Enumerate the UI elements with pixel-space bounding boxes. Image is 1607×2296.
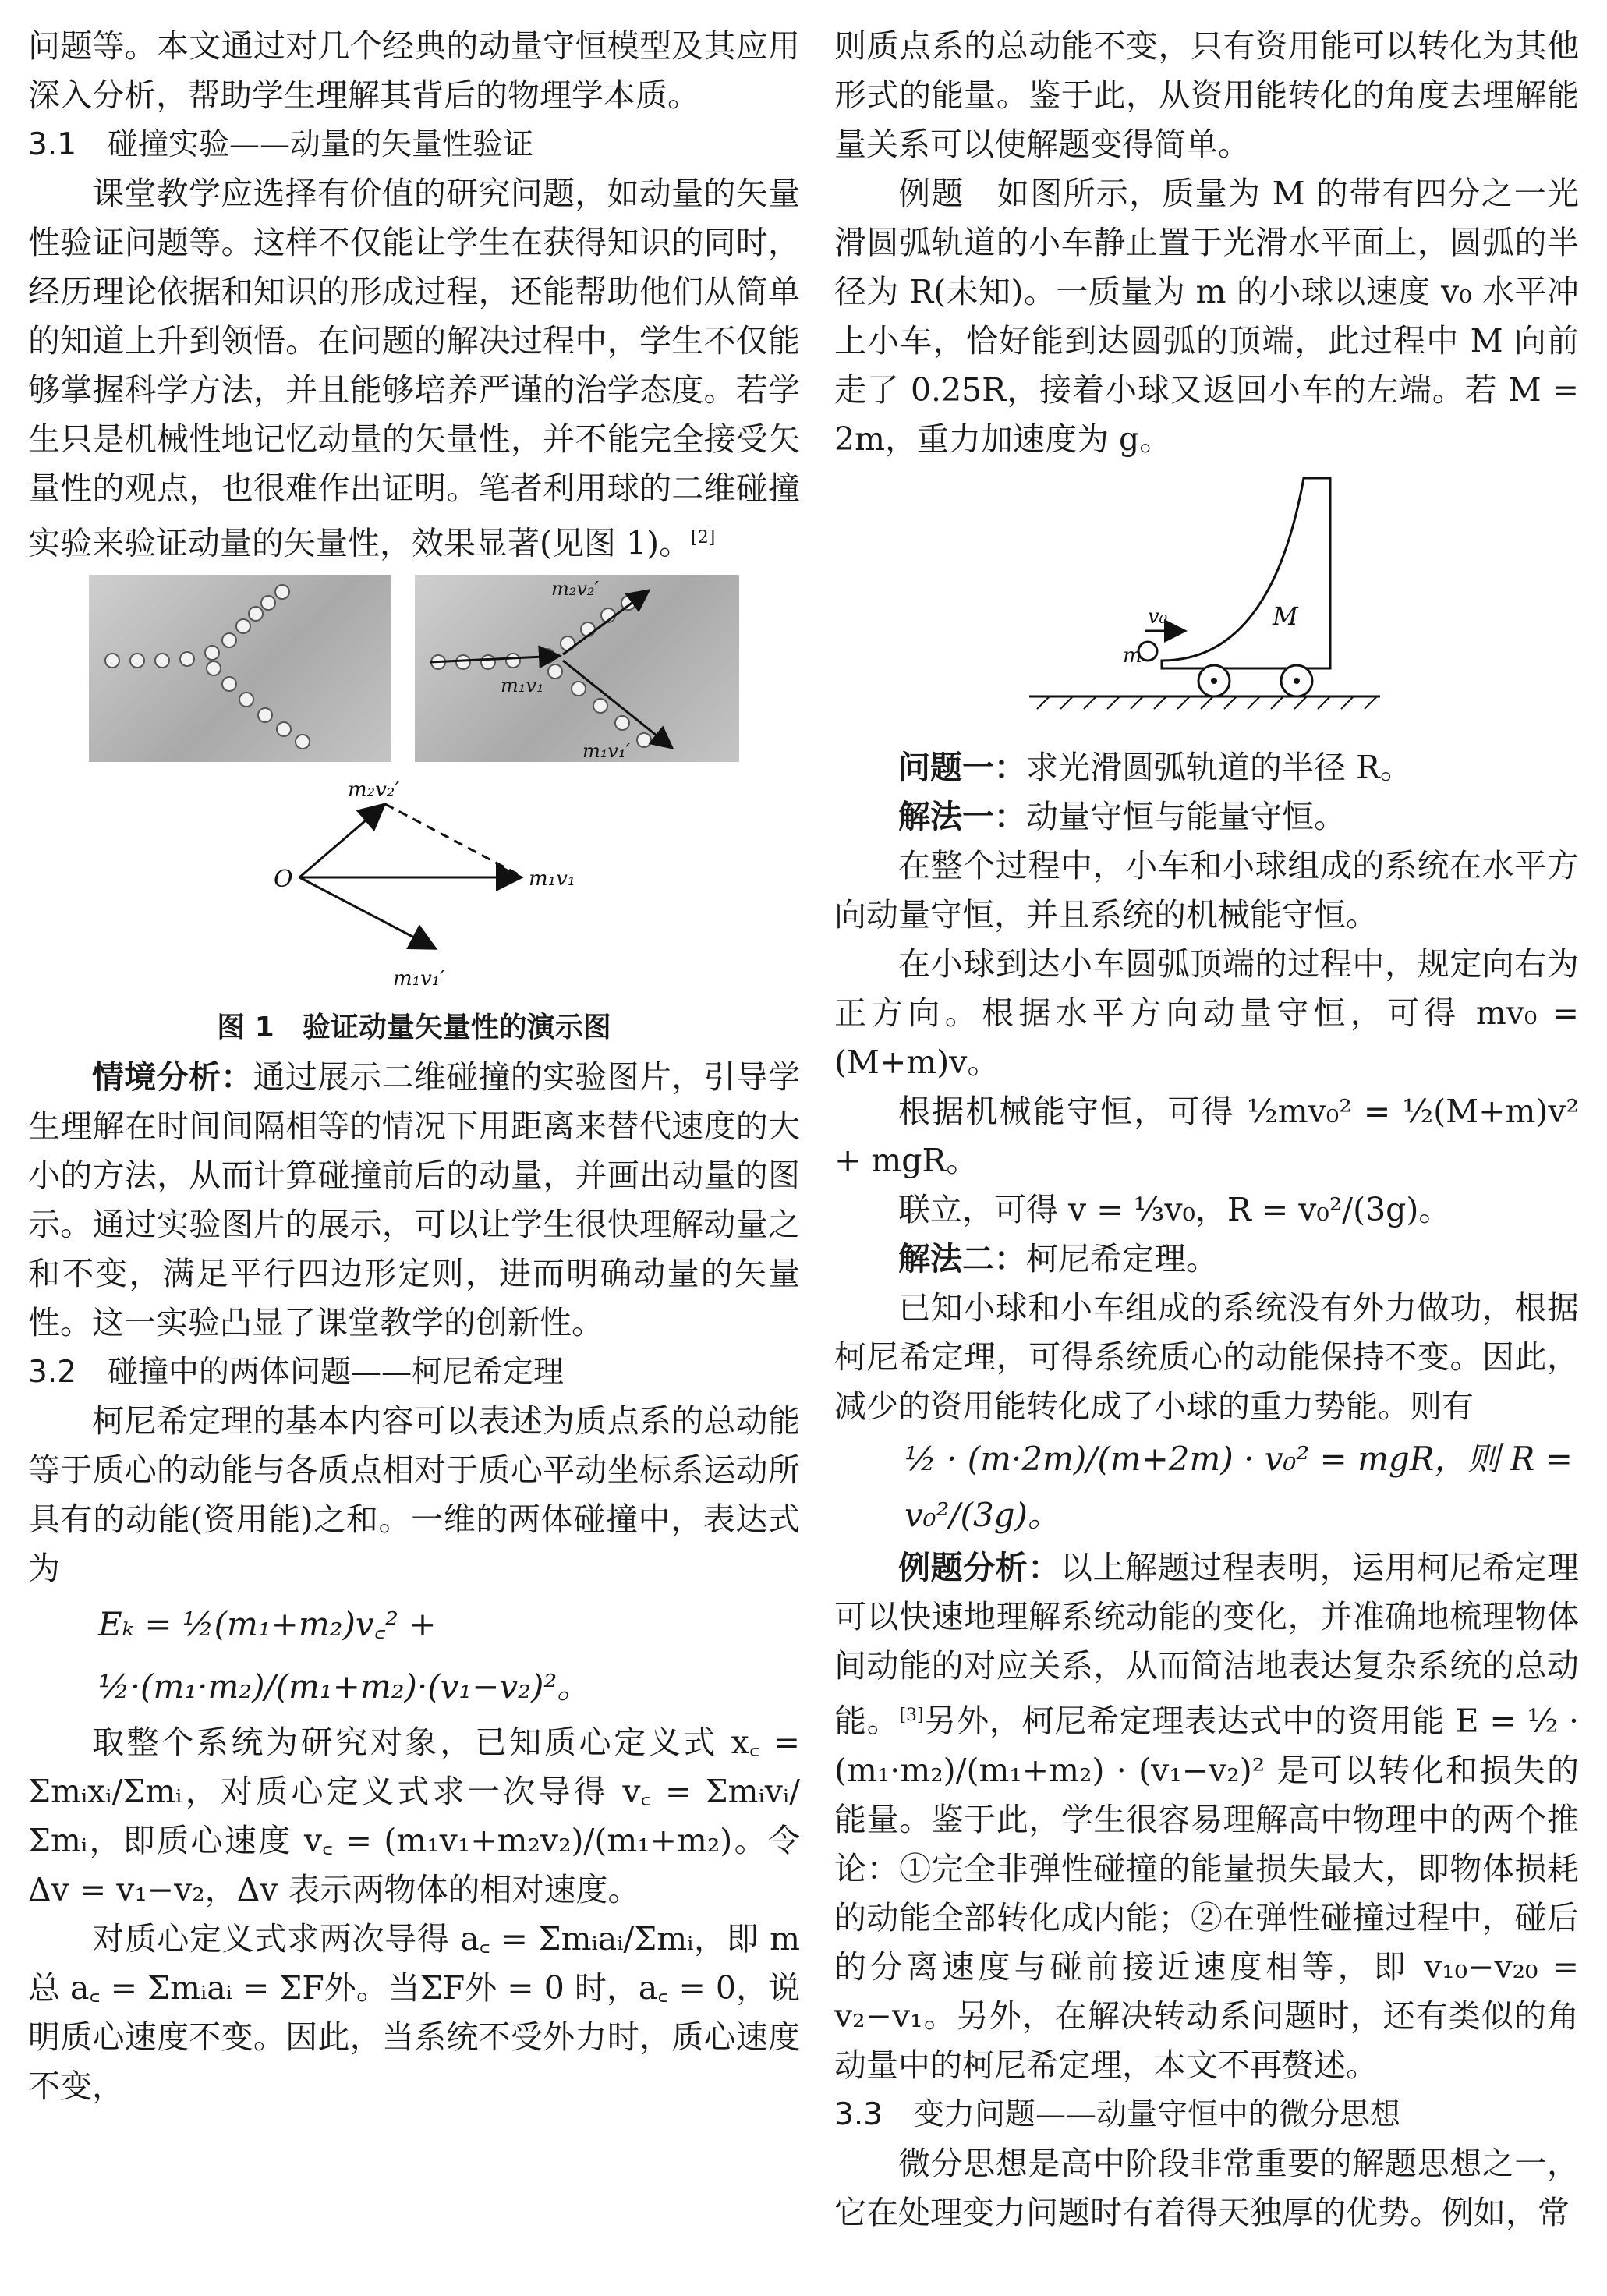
section-heading-3-1: 3.1 碰撞实验——动量的矢量性验证 (28, 127, 534, 162)
paragraph: 问题等。本文通过对几个经典的动量守恒模型及其应用深入分析，帮助学生理解其背后的物理学本质。 (28, 27, 800, 114)
figure-1 (28, 575, 800, 1008)
label-m1v1: m₁v₁ (501, 674, 544, 696)
label-m1v1-prime: m₁v₁′ (582, 739, 631, 762)
question-1: 问题一：求光滑圆弧轨道的半径 R。 (898, 749, 1412, 786)
paragraph: 课堂教学应选择有价值的研究问题，如动量的矢量性验证问题等。这样不仅能让学生在获得知识的同时，经历理论依据和知识的形成过程，还能帮助他们从简单的知道上升到领悟。在问题的解决过程中，学生不仅能够掌握科学方法，并且能够培养严谨的治学态度。若学生只是机械性地记忆动量的矢量性，并不能完全接受矢量性的观点，也很难作出证明。笔者利用球的二维碰撞实验来验证动量的矢量性，效果显著(见图 1)。[2] (28, 175, 800, 562)
label-m1v1: m₁v₁ (529, 866, 576, 891)
label-v0: v₀ (1148, 605, 1168, 629)
citation: [2] (691, 528, 716, 547)
momentum-vector-diagram (231, 776, 605, 1002)
cart-figure (834, 470, 1579, 735)
paragraph: 例题分析：以上解题过程表明，运用柯尼希定理可以快速地理解系统动能的变化，并准确地梳理物体间动能的对应关系，从而简洁地表达复杂系统的总动能。[3]另外，柯尼希定理表达式中的资用能 E = ½ · (m₁·m₂)/(m₁+m₂) · (v₁−v₂)² 是可以转化和损失的能量。鉴于此，学生很容易理解高中物理中的两个推论：①完全非弹性碰撞的能量损失最大，即物体损耗的动能全部转化成内能；②在弹性碰撞过程中，碰后的分离速度与碰前接近速度相等，即 v₁₀−v₂₀ = v₂−v₁。另外，在解决转动系问题时，还有类似的角动量中的柯尼希定理，本文不再赘述。 (834, 1549, 1580, 2084)
equation-koenig: ½ · (m·2m)/(m+2m) · v₀² = mgR，则 R = v₀²/(3g)。 (904, 1440, 1573, 1534)
solution-1-heading: 解法一：动量守恒与能量守恒。 (898, 798, 1346, 835)
collision-photo-left (89, 575, 391, 762)
section-heading-3-2: 3.2 碰撞中的两体问题——柯尼希定理 (28, 1354, 565, 1390)
label-M: M (1273, 601, 1298, 631)
citation: [3] (899, 1706, 924, 1725)
paragraph: 微分思想是高中阶段非常重要的解题思想之一，它在处理变力问题时有着得天独厚的优势。例如，常 (834, 2144, 1579, 2231)
section-heading-3-3: 3.3 变力问题——动量守恒中的微分思想 (834, 2096, 1401, 2132)
paragraph: 根据机械能守恒，可得 ½mv₀² = ½(M+m)v² + mgR。 (834, 1093, 1579, 1179)
collision-photo-right (415, 575, 739, 762)
paragraph: 对质心定义式求两次导得 a꜀ = Σmᵢaᵢ/Σmᵢ，即 m总 a꜀ = Σmᵢaᵢ = ΣF外。当ΣF外 = 0 时，a꜀ = 0，说明质心速度不变。因此，当系统不受外力时，质心速度不变， (28, 1919, 800, 2105)
paragraph: 联立，可得 v = ⅓v₀，R = v₀²/(3g)。 (898, 1191, 1451, 1228)
label-m1v1-prime: m₁v₁′ (393, 966, 445, 990)
label-m: m (1123, 644, 1142, 668)
right-column (834, 22, 1579, 2238)
paragraph: 取整个系统为研究对象，已知质心定义式 x꜀ = Σmᵢxᵢ/Σmᵢ，对质心定义式求一次导得 v꜀ = Σmᵢvᵢ/Σmᵢ，即质心速度 v꜀ = (m₁v₁+m₂v₂)/(m₁+m₂)。令 Δv = v₁−v₂，Δv 表示两物体的相对速度。 (28, 1723, 800, 1908)
equation-kinetic-energy: Eₖ = ½(m₁+m₂)v꜀² + ½·(m₁·m₂)/(m₁+m₂)·(v₁−v₂)²。 (98, 1604, 590, 1706)
paragraph: 情境分析：通过展示二维碰撞的实验图片，引导学生理解在时间间隔相等的情况下用距离来替代速度的大小的方法，从而计算碰撞前后的动量，并画出动量的图示。通过实验图片的展示，可以让学生很快理解动量之和不变，满足平行四边形定则，进而明确动量的矢量性。这一实验凸显了课堂教学的创新性。 (28, 1058, 801, 1341)
solution-2-heading: 解法二：柯尼希定理。 (898, 1240, 1218, 1277)
left-column (28, 22, 800, 2111)
example-problem: 例题 如图所示，质量为 M 的带有四分之一光滑圆弧轨道的小车静止置于光滑水平面上，圆弧的半径为 R(未知)。一质量为 m 的小球以速度 v₀ 水平冲上小车，恰好能到达圆弧的顶端，此过程中 M 向前走了 0.25R，接着小球又返回小车的左端。若 M = 2m，重力加速度为 g。 (834, 175, 1579, 458)
paragraph: 已知小球和小车组成的系统没有外力做功，根据柯尼希定理，可得系统质心的动能保持不变。因此，减少的资用能转化成了小球的重力势能。则有 (834, 1289, 1579, 1425)
label-m2v2-prime: m₂v₂′ (348, 778, 400, 802)
paragraph: 柯尼希定理的基本内容可以表述为质点系的总动能等于质心的动能与各质点相对于质心平动坐标系运动所具有的动能(资用能)之和。一维的两体碰撞中，表达式为 (28, 1401, 800, 1587)
label-origin: O (274, 865, 293, 893)
paragraph: 则质点系的总动能不变，只有资用能可以转化为其他形式的能量。鉴于此，从资用能转化的角度去理解能量关系可以使解题变得简单。 (834, 27, 1579, 163)
figure-1-caption: 图 1 验证动量矢量性的演示图 (217, 1011, 611, 1043)
paragraph: 在整个过程中，小车和小球组成的系统在水平方向动量守恒，并且系统的机械能守恒。 (834, 847, 1579, 934)
label-m2v2-prime: m₂v₂′ (551, 577, 600, 600)
paragraph: 在小球到达小车圆弧顶端的过程中，规定向右为正方向。根据水平方向动量守恒，可得 mv₀ = (M+m)v。 (834, 945, 1579, 1081)
